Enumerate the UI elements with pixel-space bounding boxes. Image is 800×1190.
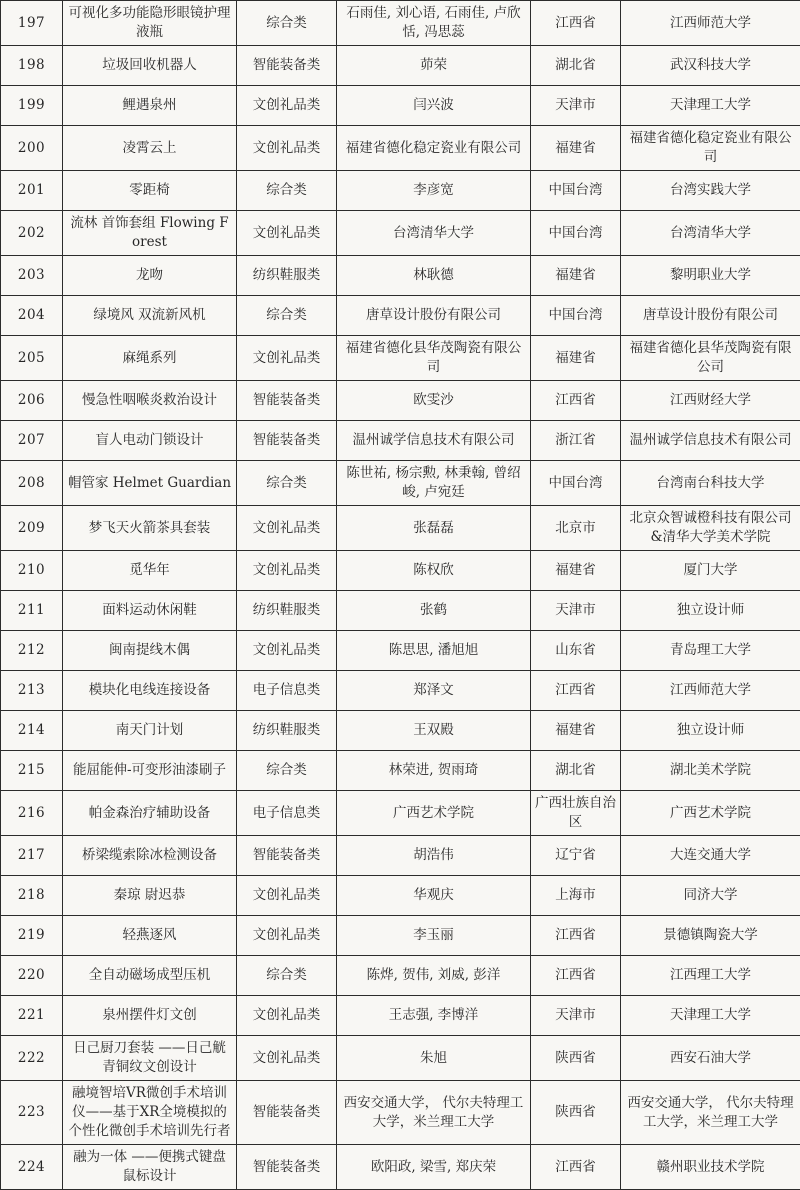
cell-number: 210 [1, 551, 63, 591]
table-row [1, 996, 800, 1036]
cell-number: 197 [1, 1, 63, 46]
cell-title: 觅华年 [63, 551, 237, 591]
cell-title: 鲤遇泉州 [63, 86, 237, 126]
cell-category: 智能装备类 [237, 46, 337, 86]
cell-title: 融为一体 ——便携式键盘鼠标设计 [63, 1145, 237, 1190]
cell-institution: 西安石油大学 [621, 1036, 800, 1081]
cell-authors: 欧雯沙 [337, 381, 531, 421]
cell-number: 200 [1, 126, 63, 171]
cell-category: 文创礼品类 [237, 126, 337, 171]
cell-province: 江西省 [531, 381, 621, 421]
cell-province: 陕西省 [531, 1081, 621, 1145]
table-row [1, 791, 800, 836]
cell-authors: 李玉丽 [337, 916, 531, 956]
cell-authors: 广西艺术学院 [337, 791, 531, 836]
cell-province: 天津市 [531, 86, 621, 126]
cell-number: 208 [1, 461, 63, 506]
cell-title: 面料运动休闲鞋 [63, 591, 237, 631]
cell-institution: 台湾清华大学 [621, 211, 800, 256]
cell-number: 209 [1, 506, 63, 551]
cell-category: 综合类 [237, 1, 337, 46]
table-row [1, 711, 800, 751]
cell-institution: 大连交通大学 [621, 836, 800, 876]
cell-category: 纺织鞋服类 [237, 591, 337, 631]
cell-category: 文创礼品类 [237, 506, 337, 551]
cell-province: 浙江省 [531, 421, 621, 461]
cell-province: 天津市 [531, 996, 621, 1036]
cell-number: 204 [1, 296, 63, 336]
cell-institution: 江西师范大学 [621, 1, 800, 46]
cell-institution: 同济大学 [621, 876, 800, 916]
cell-province: 中国台湾 [531, 461, 621, 506]
cell-authors: 温州诚学信息技术有限公司 [337, 421, 531, 461]
cell-province: 辽宁省 [531, 836, 621, 876]
cell-authors: 王志强, 李博洋 [337, 996, 531, 1036]
cell-authors: 朱旭 [337, 1036, 531, 1081]
cell-title: 麻绳系列 [63, 336, 237, 381]
cell-authors: 陈思思, 潘旭旭 [337, 631, 531, 671]
cell-category: 综合类 [237, 956, 337, 996]
cell-category: 文创礼品类 [237, 551, 337, 591]
cell-institution: 江西师范大学 [621, 671, 800, 711]
cell-authors: 林荣进, 贺雨琦 [337, 751, 531, 791]
cell-title: 梦飞天火箭茶具套装 [63, 506, 237, 551]
cell-number: 202 [1, 211, 63, 256]
cell-institution: 天津理工大学 [621, 996, 800, 1036]
cell-number: 224 [1, 1145, 63, 1190]
cell-title: 零距椅 [63, 171, 237, 211]
cell-province: 福建省 [531, 551, 621, 591]
table-row [1, 1, 800, 46]
cell-title: 绿境风 双流新风机 [63, 296, 237, 336]
cell-number: 221 [1, 996, 63, 1036]
cell-institution: 武汉科技大学 [621, 46, 800, 86]
cell-authors: 陈世祐, 杨宗勲, 林秉翰, 曾绍峻, 卢宛廷 [337, 461, 531, 506]
cell-category: 智能装备类 [237, 421, 337, 461]
table-row [1, 421, 800, 461]
cell-title: 可视化多功能隐形眼镜护理液瓶 [63, 1, 237, 46]
table-row [1, 751, 800, 791]
cell-province: 山东省 [531, 631, 621, 671]
cell-institution: 西安交通大学， 代尔夫特理工大学，米兰理工大学 [621, 1081, 800, 1145]
cell-province: 湖北省 [531, 46, 621, 86]
cell-institution: 江西财经大学 [621, 381, 800, 421]
cell-province: 福建省 [531, 256, 621, 296]
cell-category: 综合类 [237, 461, 337, 506]
cell-province: 中国台湾 [531, 211, 621, 256]
cell-category: 文创礼品类 [237, 211, 337, 256]
cell-province: 福建省 [531, 711, 621, 751]
cell-authors: 李彦宽 [337, 171, 531, 211]
cell-number: 216 [1, 791, 63, 836]
cell-number: 205 [1, 336, 63, 381]
cell-province: 福建省 [531, 336, 621, 381]
table-row [1, 126, 800, 171]
table-row [1, 956, 800, 996]
cell-province: 湖北省 [531, 751, 621, 791]
table-body [1, 1, 800, 1190]
cell-title: 全自动磁场成型压机 [63, 956, 237, 996]
cell-title: 慢急性咽喉炎救治设计 [63, 381, 237, 421]
table-row [1, 256, 800, 296]
cell-authors: 台湾清华大学 [337, 211, 531, 256]
cell-institution: 江西理工大学 [621, 956, 800, 996]
cell-category: 文创礼品类 [237, 916, 337, 956]
cell-institution: 唐草设计股份有限公司 [621, 296, 800, 336]
cell-category: 文创礼品类 [237, 996, 337, 1036]
cell-authors: 华观庆 [337, 876, 531, 916]
cell-number: 215 [1, 751, 63, 791]
cell-title: 日己厨刀套装 ——日己觥青铜纹文创设计 [63, 1036, 237, 1081]
cell-authors: 陈烨, 贺伟, 刘威, 彭洋 [337, 956, 531, 996]
cell-province: 江西省 [531, 956, 621, 996]
cell-category: 文创礼品类 [237, 1036, 337, 1081]
table-row [1, 1036, 800, 1081]
cell-institution: 厦门大学 [621, 551, 800, 591]
cell-category: 综合类 [237, 171, 337, 211]
cell-authors: 福建省德化稳定瓷业有限公司 [337, 126, 531, 171]
cell-province: 江西省 [531, 671, 621, 711]
cell-number: 222 [1, 1036, 63, 1081]
cell-institution: 温州诚学信息技术有限公司 [621, 421, 800, 461]
table-row [1, 336, 800, 381]
cell-number: 220 [1, 956, 63, 996]
cell-institution: 台湾实践大学 [621, 171, 800, 211]
cell-institution: 北京众智诚橙科技有限公司&清华大学美术学院 [621, 506, 800, 551]
cell-institution: 独立设计师 [621, 591, 800, 631]
cell-number: 217 [1, 836, 63, 876]
cell-institution: 湖北美术学院 [621, 751, 800, 791]
cell-number: 201 [1, 171, 63, 211]
cell-province: 中国台湾 [531, 296, 621, 336]
cell-province: 福建省 [531, 126, 621, 171]
cell-authors: 茆荣 [337, 46, 531, 86]
cell-authors: 欧阳政, 梁雪, 郑庆荣 [337, 1145, 531, 1190]
table-row [1, 671, 800, 711]
cell-title: 南天门计划 [63, 711, 237, 751]
cell-number: 203 [1, 256, 63, 296]
table-row [1, 591, 800, 631]
cell-title: 桥梁缆索除冰检测设备 [63, 836, 237, 876]
cell-title: 龙吻 [63, 256, 237, 296]
cell-institution: 台湾南台科技大学 [621, 461, 800, 506]
cell-category: 文创礼品类 [237, 86, 337, 126]
cell-number: 212 [1, 631, 63, 671]
table-row [1, 631, 800, 671]
cell-institution: 青岛理工大学 [621, 631, 800, 671]
table-row [1, 211, 800, 256]
cell-institution: 景德镇陶瓷大学 [621, 916, 800, 956]
table-row [1, 836, 800, 876]
cell-number: 213 [1, 671, 63, 711]
cell-title: 轻燕逐风 [63, 916, 237, 956]
table-row [1, 1081, 800, 1145]
cell-number: 211 [1, 591, 63, 631]
cell-authors: 林耿德 [337, 256, 531, 296]
cell-category: 综合类 [237, 751, 337, 791]
table-row [1, 461, 800, 506]
table-row [1, 46, 800, 86]
cell-authors: 唐草设计股份有限公司 [337, 296, 531, 336]
table-row [1, 1145, 800, 1190]
cell-number: 206 [1, 381, 63, 421]
table-row [1, 551, 800, 591]
cell-province: 陕西省 [531, 1036, 621, 1081]
cell-authors: 郑泽文 [337, 671, 531, 711]
cell-category: 智能装备类 [237, 836, 337, 876]
cell-title: 帕金森治疗辅助设备 [63, 791, 237, 836]
cell-title: 秦琼 尉迟恭 [63, 876, 237, 916]
cell-authors: 张磊磊 [337, 506, 531, 551]
cell-institution: 福建省德化县华茂陶瓷有限公司 [621, 336, 800, 381]
cell-province: 天津市 [531, 591, 621, 631]
table-row [1, 296, 800, 336]
cell-province: 中国台湾 [531, 171, 621, 211]
cell-authors: 张鹤 [337, 591, 531, 631]
cell-number: 207 [1, 421, 63, 461]
cell-authors: 西安交通大学， 代尔夫特理工大学，米兰理工大学 [337, 1081, 531, 1145]
cell-category: 文创礼品类 [237, 876, 337, 916]
cell-number: 219 [1, 916, 63, 956]
cell-title: 盲人电动门锁设计 [63, 421, 237, 461]
cell-category: 电子信息类 [237, 791, 337, 836]
cell-province: 江西省 [531, 1, 621, 46]
cell-title: 凌霄云上 [63, 126, 237, 171]
cell-title: 垃圾回收机器人 [63, 46, 237, 86]
table-row [1, 171, 800, 211]
cell-authors: 陈权欣 [337, 551, 531, 591]
cell-number: 214 [1, 711, 63, 751]
cell-number: 223 [1, 1081, 63, 1145]
cell-category: 纺织鞋服类 [237, 256, 337, 296]
cell-authors: 胡浩伟 [337, 836, 531, 876]
cell-number: 198 [1, 46, 63, 86]
cell-institution: 独立设计师 [621, 711, 800, 751]
cell-category: 综合类 [237, 296, 337, 336]
cell-title: 流林 首饰套组 Flowing Forest [63, 211, 237, 256]
cell-title: 能屈能伸-可变形油漆刷子 [63, 751, 237, 791]
cell-institution: 福建省德化稳定瓷业有限公司 [621, 126, 800, 171]
cell-category: 智能装备类 [237, 1145, 337, 1190]
table-row [1, 86, 800, 126]
cell-authors: 闫兴波 [337, 86, 531, 126]
cell-title: 帽管家 Helmet Guardian [63, 461, 237, 506]
cell-institution: 天津理工大学 [621, 86, 800, 126]
cell-category: 智能装备类 [237, 381, 337, 421]
cell-province: 广西壮族自治区 [531, 791, 621, 836]
table-row [1, 381, 800, 421]
cell-category: 文创礼品类 [237, 631, 337, 671]
cell-authors: 石雨佳, 刘心语, 石雨佳, 卢欣恬, 冯思蕊 [337, 1, 531, 46]
cell-institution: 黎明职业大学 [621, 256, 800, 296]
cell-category: 纺织鞋服类 [237, 711, 337, 751]
cell-province: 江西省 [531, 916, 621, 956]
cell-province: 上海市 [531, 876, 621, 916]
cell-authors: 福建省德化县华茂陶瓷有限公司 [337, 336, 531, 381]
cell-title: 融境智培VR微创手术培训仪——基于XR全境模拟的个性化微创手术培训先行者 [63, 1081, 237, 1145]
cell-number: 218 [1, 876, 63, 916]
cell-title: 闽南提线木偶 [63, 631, 237, 671]
cell-authors: 王双殿 [337, 711, 531, 751]
table-row [1, 506, 800, 551]
cell-province: 北京市 [531, 506, 621, 551]
cell-category: 电子信息类 [237, 671, 337, 711]
cell-number: 199 [1, 86, 63, 126]
table-row [1, 916, 800, 956]
cell-title: 泉州摆件灯文创 [63, 996, 237, 1036]
cell-province: 江西省 [531, 1145, 621, 1190]
cell-category: 智能装备类 [237, 1081, 337, 1145]
cell-institution: 赣州职业技术学院 [621, 1145, 800, 1190]
cell-category: 文创礼品类 [237, 336, 337, 381]
cell-title: 模块化电线连接设备 [63, 671, 237, 711]
cell-institution: 广西艺术学院 [621, 791, 800, 836]
table-row [1, 876, 800, 916]
